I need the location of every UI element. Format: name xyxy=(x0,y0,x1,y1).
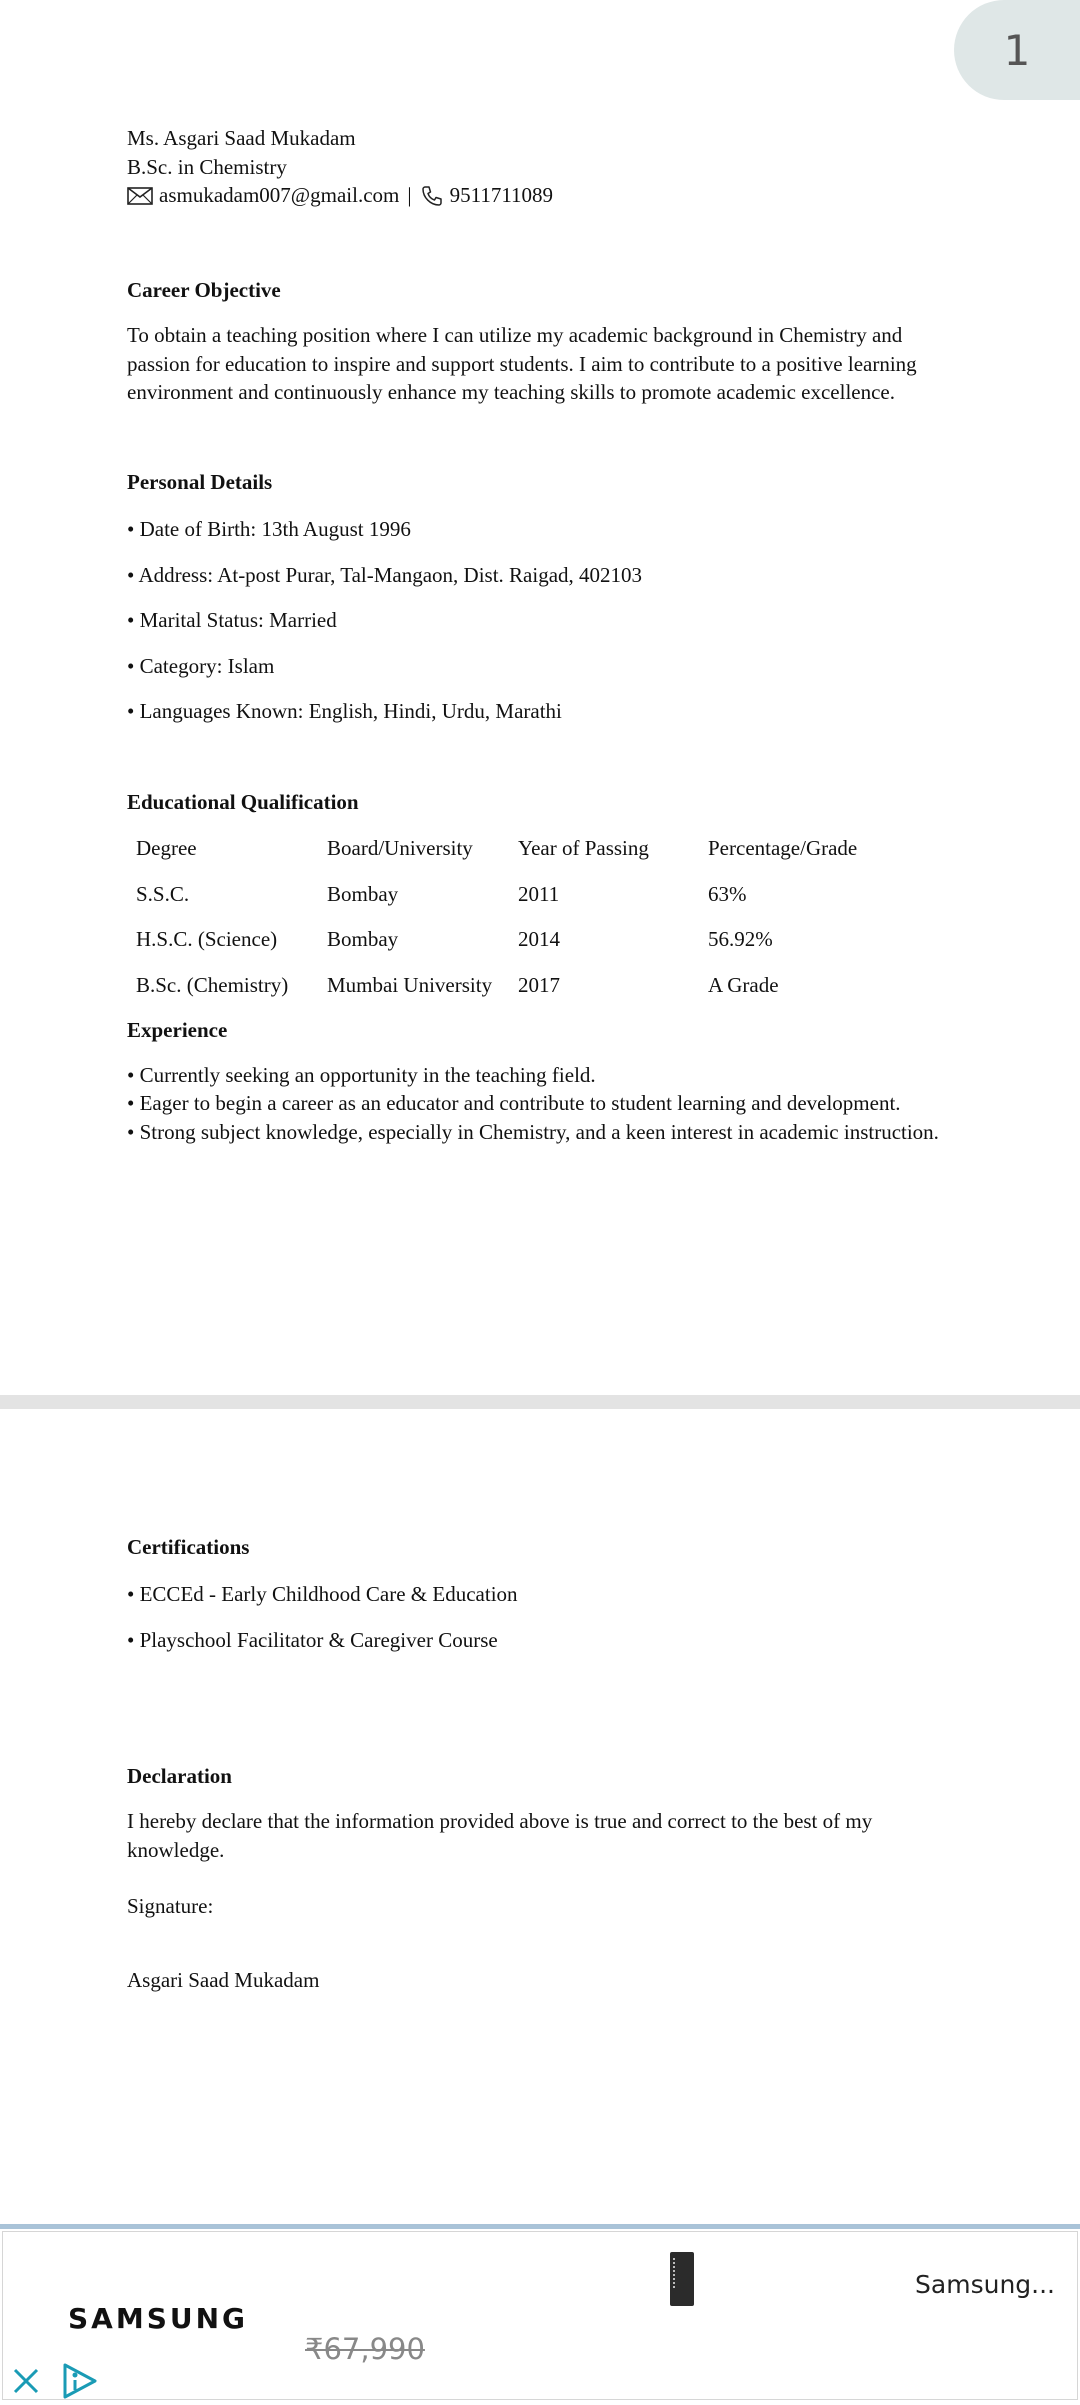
personal-detail-item: • Marital Status: Married xyxy=(127,608,337,632)
experience-item: • Currently seeking an opportunity in the teaching field. xyxy=(127,1063,596,1087)
table-cell: B.Sc. (Chemistry) xyxy=(136,972,289,997)
column-header: Board/University xyxy=(327,836,473,860)
career-objective-heading: Career Objective xyxy=(127,278,281,302)
certifications-heading: Certifications xyxy=(127,1535,250,1559)
table-cell: Mumbai University xyxy=(327,972,493,997)
signature-label: Signature: xyxy=(127,1894,214,1918)
table-cell: 2017 xyxy=(518,972,560,997)
table-cell: H.S.C. (Science) xyxy=(136,927,278,951)
ad-price: ₹67,990 xyxy=(305,2332,425,2366)
declaration-text: I hereby declare that the information provided above is true and correct to the best of my knowledge. xyxy=(127,1809,873,1862)
ad-product-image[interactable] xyxy=(670,2252,694,2306)
career-objective-text: To obtain a teaching position where I can utilize my academic background in Chemistry and passion for education to inspire and support students. I aim to contribute to a positive learning environment and continuously enhance my teaching skills to promote academic excellence. xyxy=(127,323,917,404)
certification-item: • ECCEd - Early Childhood Care & Education xyxy=(127,1582,518,1606)
page-number-badge xyxy=(954,0,1080,100)
table-cell: 63% xyxy=(708,881,747,906)
table-cell: A Grade xyxy=(708,972,779,997)
table-row xyxy=(127,927,947,973)
contact-line xyxy=(127,183,553,208)
resume-degree: B.Sc. in Chemistry xyxy=(127,155,287,179)
experience-item: • Strong subject knowledge, especially in Chemistry, and a keen interest in academic instruction. xyxy=(127,1120,939,1144)
table-cell: 56.92% xyxy=(708,927,773,951)
column-header: Percentage/Grade xyxy=(708,836,858,860)
personal-detail-item: • Category: Islam xyxy=(127,654,275,678)
ad-choices-icon[interactable] xyxy=(61,2362,99,2405)
page-separator xyxy=(0,1395,1080,1409)
email-icon xyxy=(127,186,153,206)
signature-name: Asgari Saad Mukadam xyxy=(127,1968,320,1992)
resume-name: Ms. Asgari Saad Mukadam xyxy=(127,126,356,150)
personal-details-heading: Personal Details xyxy=(127,470,273,494)
table-cell: 2011 xyxy=(518,881,560,906)
phone-icon xyxy=(420,184,444,208)
table-cell: Bombay xyxy=(327,881,399,906)
personal-detail-item: • Languages Known: English, Hindi, Urdu, Marathi xyxy=(127,699,562,723)
document-page-2 xyxy=(0,1409,1080,2224)
column-header: Year of Passing xyxy=(518,836,649,860)
page-number: 1 xyxy=(1003,25,1031,75)
table-cell: S.S.C. xyxy=(136,881,190,906)
table-row xyxy=(127,973,947,1019)
table-cell: 2014 xyxy=(518,927,560,951)
table-header-row xyxy=(127,836,947,882)
declaration-heading: Declaration xyxy=(127,1764,232,1788)
ad-container[interactable] xyxy=(2,2231,1078,2400)
experience-heading: Experience xyxy=(127,1018,228,1042)
contact-separator: | xyxy=(407,183,412,207)
education-heading: Educational Qualification xyxy=(127,790,359,814)
phone-number[interactable]: 9511711089 xyxy=(449,183,554,207)
experience-item: • Eager to begin a career as an educator and contribute to student learning and development. xyxy=(127,1091,901,1115)
ad-brand-logo[interactable]: SAMSUNG xyxy=(68,2302,249,2335)
table-cell: Bombay xyxy=(327,927,399,951)
certification-item: • Playschool Facilitator & Caregiver Course xyxy=(127,1628,498,1652)
close-icon[interactable] xyxy=(11,2366,41,2401)
personal-detail-item: • Date of Birth: 13th August 1996 xyxy=(127,517,411,541)
ad-title[interactable]: Samsung... xyxy=(915,2270,1055,2299)
table-row xyxy=(127,882,947,928)
column-header: Degree xyxy=(136,836,197,860)
email-link[interactable]: asmukadam007@gmail.com xyxy=(159,183,400,207)
personal-detail-item: • Address: At-post Purar, Tal-Mangaon, Dist. Raigad, 402103 xyxy=(127,563,643,587)
education-table xyxy=(127,836,947,1018)
ad-banner[interactable] xyxy=(0,2224,1080,2400)
